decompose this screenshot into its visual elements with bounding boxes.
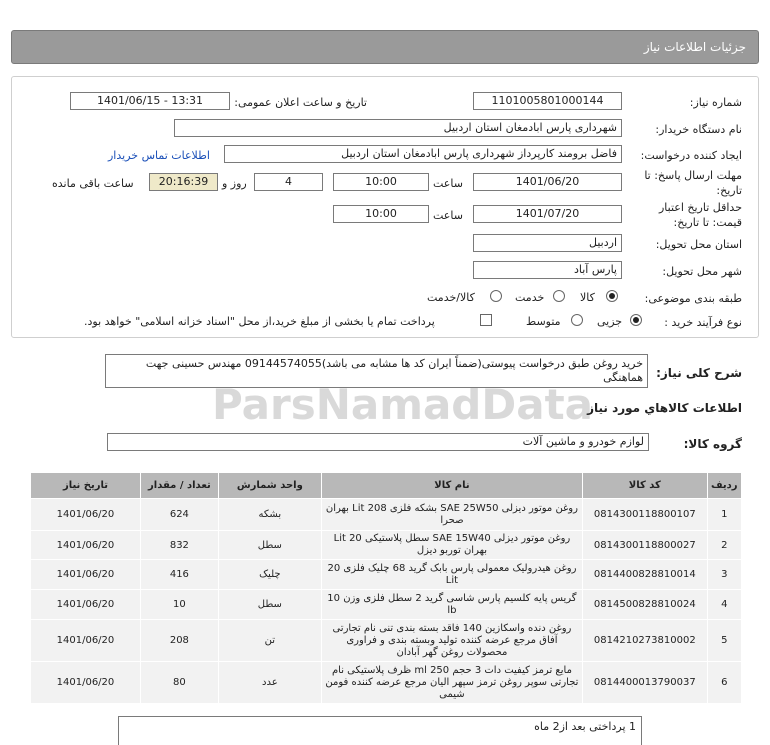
cell-need-date: 1401/06/20 [31,560,141,590]
cell-unit: سطل [218,531,321,560]
table-row [31,620,742,662]
validity-label-1: حداقل تاریخ اعتبار [658,201,742,214]
treasury-payment-note: پرداخت تمام یا بخشی از مبلغ خرید،از محل "اسناد خزانه اسلامی" خواهد بود. [84,315,435,328]
validity-time-field: 10:00 [333,205,429,223]
cell-item-name: روغن هیدرولیک معمولی پارس بابک گرید 68 چلیک فلزی 20 Lit [321,560,582,590]
cell-unit: تن [218,620,321,662]
summary-text: خرید روغن طبق درخواست پیوستی(ضمناً ایران کد ها مشابه می باشد)09144574055 مهندس حسینی جهت هماهنگی [105,354,648,388]
cell-quantity: 208 [140,620,218,662]
days-label: روز و [222,177,247,190]
remaining-time-field: 20:16:39 [149,173,218,191]
cell-item-code: 0814300118800027 [583,531,708,560]
cell-unit: بشکه [218,499,321,531]
cell-quantity: 624 [140,499,218,531]
watermark-brand: ParsNamadData [212,380,593,429]
need-number-field: 1101005801000144 [473,92,622,110]
cell-row: 4 [707,590,741,620]
buyer-org-label: نام دستگاه خریدار: [655,123,742,136]
category-radio-goods[interactable] [606,290,618,302]
cell-item-name: گریس پایه کلسیم پارس شاسی گرید 2 سطل فلزی وزن 10 lb [321,590,582,620]
cell-unit: عدد [218,662,321,704]
treasury-payment-checkbox[interactable] [480,314,492,326]
city-label: شهر محل تحویل: [662,265,742,278]
cell-quantity: 416 [140,560,218,590]
table-row [31,590,742,620]
remaining-label: ساعت باقی مانده [52,177,134,190]
buyer-note: 1 پرداختی بعد از2 ماه [118,716,642,745]
province-label: استان محل تحویل: [655,238,742,251]
category-radio-goods-service[interactable] [490,290,502,302]
cell-need-date: 1401/06/20 [31,590,141,620]
purchase-type-label: نوع فرآیند خرید : [664,316,742,329]
announce-field: 1401/06/15 - 13:31 [70,92,230,110]
validity-date-field: 1401/07/20 [473,205,622,223]
cell-quantity: 80 [140,662,218,704]
purchase-radio-medium[interactable] [571,314,583,326]
deadline-hour-label: ساعت [433,177,463,190]
cell-need-date: 1401/06/20 [31,662,141,704]
cell-quantity: 832 [140,531,218,560]
cell-quantity: 10 [140,590,218,620]
cell-item-code: 0814300118800107 [583,499,708,531]
summary-label: شرح کلی نیاز: [656,366,742,380]
col-row: ردیف [707,473,741,499]
col-unit: واحد شمارش [218,473,321,499]
category-label: طبقه بندی موضوعی: [644,292,742,305]
page-title: جزئیات اطلاعات نیاز [643,40,746,54]
cell-item-name: روغن دنده واسکازین 140 فاقد بسته بندی تنی نام تجارتی آفاق مرجع عرضه کننده تولید وبسته بندی و فراوری محصولات روغن گهر آبادان [321,620,582,662]
cell-row: 3 [707,560,741,590]
announce-label: تاریخ و ساعت اعلان عمومی: [234,96,367,109]
cell-item-name: روغن موتور دیزلی SAE 25W50 بشکه فلزی Lit 208 بهران صحرا [321,499,582,531]
page-title-bar [11,30,759,64]
cell-item-code: 0814210273810002 [583,620,708,662]
cell-row: 5 [707,620,741,662]
validity-hour-label: ساعت [433,209,463,222]
purchase-radio-minor[interactable] [630,314,642,326]
cell-row: 1 [707,499,741,531]
contact-buyer-link[interactable]: اطلاعات تماس خریدار [108,149,210,162]
cell-item-code: 0814500828810024 [583,590,708,620]
cell-item-code: 0814400828810014 [583,560,708,590]
days-field: 4 [254,173,323,191]
validity-label-2: قیمت: تا تاریخ: [673,216,742,229]
table-row [31,499,742,531]
category-option-goods: کالا [580,291,595,304]
cell-need-date: 1401/06/20 [31,499,141,531]
buyer-org-field: شهرداری پارس ابادمغان استان اردبیل [174,119,622,137]
col-quantity: تعداد / مقدار [140,473,218,499]
cell-need-date: 1401/06/20 [31,531,141,560]
category-radio-service[interactable] [553,290,565,302]
cell-item-code: 0814400013790037 [583,662,708,704]
cell-need-date: 1401/06/20 [31,620,141,662]
goods-group-label: گروه کالا: [683,437,742,451]
table-row [31,531,742,560]
cell-unit: سطل [218,590,321,620]
need-number-label: شماره نیاز: [689,96,742,109]
col-need-date: تاریخ نیاز [31,473,141,499]
purchase-option-medium: متوسط [526,315,561,328]
category-option-goods-service: کالا/خدمت [427,291,475,304]
cell-item-name: روغن موتور دیزلی SAE 15W40 سطل پلاستیکی Lit 20 بهران توربو دیزل [321,531,582,560]
goods-table-header [31,473,742,499]
table-row [31,662,742,704]
deadline-date-field: 1401/06/20 [473,173,622,191]
requester-label: ایجاد کننده درخواست: [640,149,742,162]
requester-field: فاضل برومند کارپرداز شهرداری پارس ابادمغان استان اردبیل [224,145,622,163]
cell-row: 2 [707,531,741,560]
col-item-name: نام کالا [321,473,582,499]
deadline-label-2: تاریخ: [716,184,742,197]
deadline-time-field: 10:00 [333,173,429,191]
goods-section-title: اطلاعات کالاهاي مورد نياز [587,401,742,415]
cell-row: 6 [707,662,741,704]
cell-unit: چلیک [218,560,321,590]
province-field: اردبیل [473,234,622,252]
category-option-service: خدمت [515,291,545,304]
goods-group-field: لوازم خودرو و ماشین آلات [107,433,649,451]
purchase-option-minor: جزیی [597,315,623,328]
col-item-code: کد کالا [583,473,708,499]
cell-item-name: مایع ترمز کیفیت دات 3 حجم ml 250 ظرف پلاستیکی نام تجارتی سوپر روغن ترمز سپهر الیان مرجع عرضه کننده فومن شیمی [321,662,582,704]
table-row [31,560,742,590]
city-field: پارس آباد [473,261,622,279]
deadline-label-1: مهلت ارسال پاسخ: تا [644,169,742,182]
goods-table [30,472,742,704]
